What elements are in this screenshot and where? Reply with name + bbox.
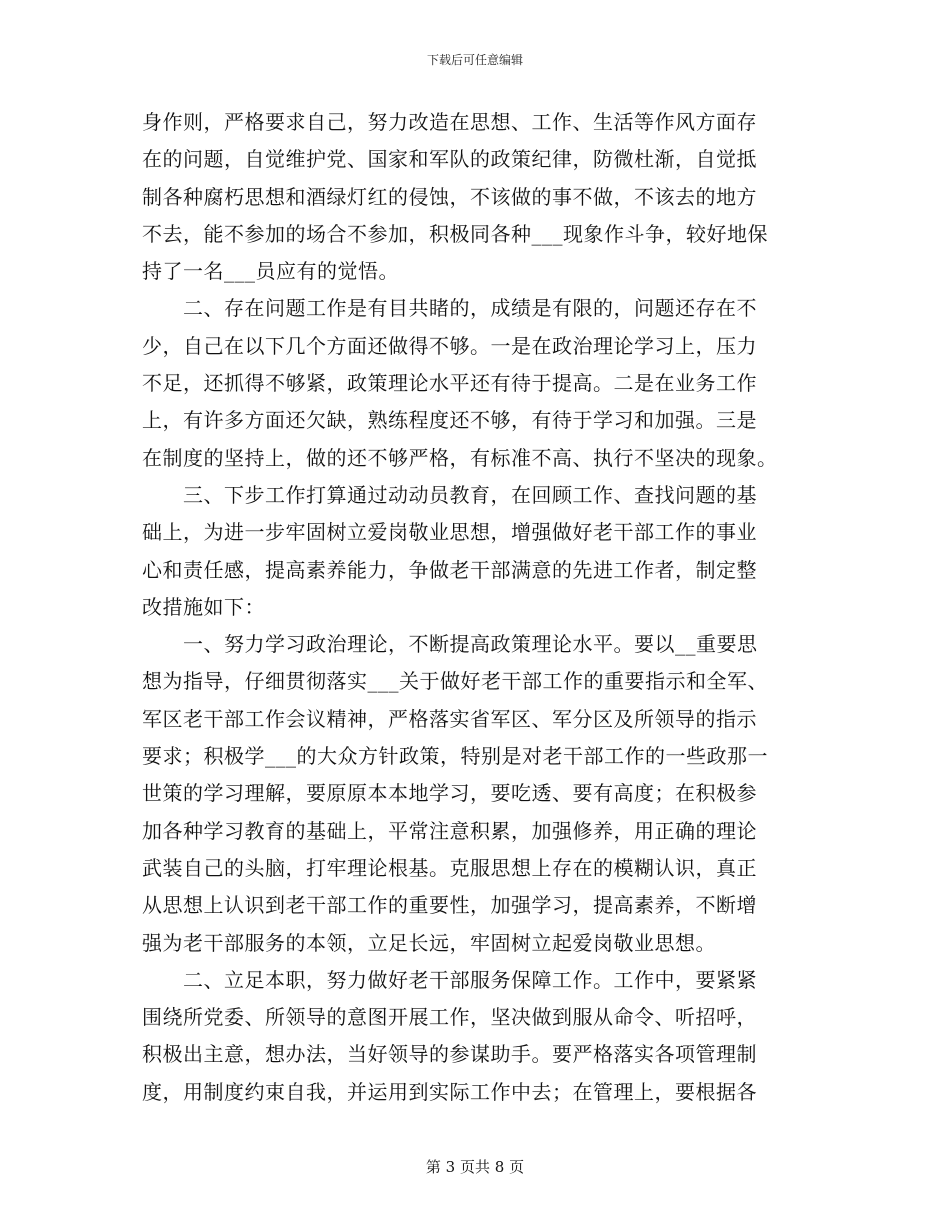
text-line: 积极出主意，想办法，当好领导的参谋助手。要严格落实各项管理制	[142, 1042, 757, 1067]
text-line: 二、存在问题工作是有目共睹的，成绩是有限的，问题还存在不	[142, 296, 757, 321]
text-line: 从思想上认识到老干部工作的重要性，加强学习，提高素养，不断增	[142, 893, 757, 918]
text-line: 在制度的坚持上，做的还不够严格，有标准不高、执行不坚决的现象。	[142, 445, 778, 470]
text-line: 武装自己的头脑，打牢理论根基。克服思想上存在的模糊认识，真正	[142, 855, 757, 880]
text-line: 不去，能不参加的场合不参加，积极同各种___现象作斗争，较好地保	[142, 221, 768, 246]
text-line: 三、下步工作打算通过动动员教育，在回顾工作、查找问题的基	[142, 482, 757, 507]
text-line: 制各种腐朽思想和酒绿灯红的侵蚀，不该做的事不做，不该去的地方	[142, 184, 757, 209]
text-line: 心和责任感，提高素养能力，争做老干部满意的先进工作者，制定整	[142, 557, 757, 582]
text-line: 加各种学习教育的基础上，平常注意积累，加强修养，用正确的理论	[142, 818, 757, 843]
document-body	[142, 104, 802, 1111]
text-line: 持了一名___员应有的觉悟。	[142, 259, 399, 284]
text-line: 军区老干部工作会议精神，严格落实省军区、军分区及所领导的指示	[142, 706, 757, 731]
text-line: 少，自己在以下几个方面还做得不够。一是在政治理论学习上，压力	[142, 333, 757, 358]
page-header: 下载后可任意编辑	[426, 53, 523, 67]
text-line: 身作则，严格要求自己，努力改造在思想、工作、生活等作风方面存	[142, 110, 757, 134]
text-line: 围绕所党委、所领导的意图开展工作，坚决做到服从命令、听招呼，	[142, 1005, 757, 1030]
text-line: 想为指导，仔细贯彻落实___关于做好老干部工作的重要指示和全军、	[142, 669, 768, 694]
text-line: 不足，还抓得不够紧，政策理论水平还有待于提高。二是在业务工作	[142, 371, 757, 396]
text-line: 强为老干部服务的本领，立足长远，牢固树立起爱岗敬业思想。	[142, 930, 716, 955]
text-line: 础上，为进一步牢固树立爱岗敬业思想，增强做好老干部工作的事业	[142, 520, 757, 545]
page-number: 第 3 页共 8 页	[425, 1158, 525, 1176]
text-line: 世策的学习理解，要原原本本地学习，要吃透、要有高度；在积极参	[142, 781, 757, 806]
text-line: 二、立足本职，努力做好老干部服务保障工作。工作中，要紧紧	[142, 967, 757, 992]
text-line: 上，有许多方面还欠缺，熟练程度还不够，有待于学习和加强。三是	[142, 408, 757, 433]
text-line: 改措施如下：	[142, 594, 265, 619]
text-line: 在的问题，自觉维护党、国家和军队的政策纪律，防微杜渐，自觉抵	[142, 147, 757, 172]
text-line: 一、努力学习政治理论，不断提高政策理论水平。要以__重要思	[142, 632, 758, 657]
text-line: 度，用制度约束自我，并运用到实际工作中去；在管理上，要根据各	[142, 1079, 757, 1104]
text-line: 要求；积极学___的大众方针政策，特别是对老干部工作的一些政那一	[142, 744, 768, 769]
